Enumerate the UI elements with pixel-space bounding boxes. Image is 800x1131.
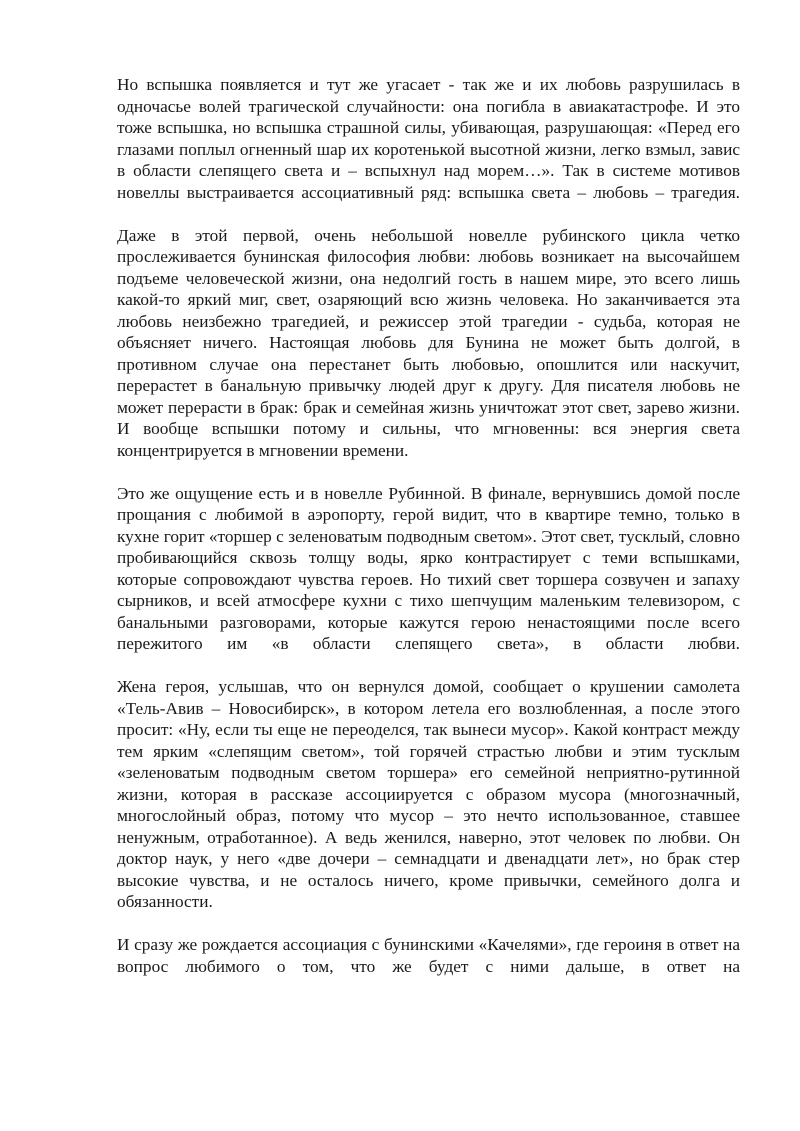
paragraph-3: Это же ощущение есть и в новелле Рубинной. В финале, вернувшись домой после прощания с любимой в аэропорту, герой видит, что в квартире темно, только в кухне горит «торшер с зеленоватым подводным светом». Этот свет, тусклый, словно пробивающийся сквозь толщу воды, ярко контрастирует с теми вспышками, которые сопровождают чувства героев. Но тихий свет торшера созвучен и запаху сырников, и всей атмосфере кухни с тихо шепчущим маленьким телевизором, с банальными разговорами, которые кажутся герою ненастоящими после всего пережитого им «в области слепящего света», в области любви. <box>117 483 740 653</box>
document-body <box>117 74 740 999</box>
paragraph-2: Даже в этой первой, очень небольшой новелле рубинского цикла четко прослеживается бунинская философия любви: любовь возникает на высочайшем подъеме человеческой жизни, она недолгий гость в нашем мире, это всего лишь какой-то яркий миг, свет, озаряющий всю жизнь человека. Но заканчивается эта любовь неизбежно трагедией, и режиссер этой трагедии - судьба, которая не объясняет ничего. Настоящая любовь для Бунина не может быть долгой, в противном случае она перестанет быть любовью, опошлится или наскучит, перерастет в банальную привычку людей друг к другу. Для писателя любовь не может перерасти в брак: брак и семейная жизнь уничтожат этот свет, зарево жизни. И вообще вспышки потому и сильны, что мгновенны: вся энергия света концентрируется в мгновении времени. <box>117 225 740 460</box>
paragraph-5: И сразу же рождается ассоциация с бунинскими «Качелями», где героиня в ответ на вопрос любимого о том, что же будет с ними дальше, в ответ на <box>117 935 740 976</box>
paragraph-4: Жена героя, услышав, что он вернулся домой, сообщает о крушении самолета «Тель-Авив – Новосибирск», в котором летела его возлюбленная, а после этого просит: «Ну, если ты еще не переоделся, так вынеси мусор». Какой контраст между тем ярким «слепящим светом», той горячей страстью любви и этим тусклым «зеленоватым подводным светом торшера» его семейной неприятно-рутинной жизни, которая в рассказе ассоциируется с образом мусора (многозначный, многослойный образ, потому что мусор – это нечто использованное, ставшее ненужным, отработанное). А ведь женился, наверно, этот человек по любви. Он доктор наук, у него «две дочери – семнадцати и двенадцати лет», но брак стер высокие чувства, и не осталось ничего, кроме привычки, семейного долга и обязанности. <box>117 677 740 911</box>
paragraph-1: Но вспышка появляется и тут же угасает - так же и их любовь разрушилась в одночасье волей трагической случайности: она погибла в авиакатастрофе. И это тоже вспышка, но вспышка страшной силы, убивающая, разрушающая: «Перед его глазами поплыл огненный шар их коротенькой высотной жизни, легко взмыл, завис в области слепящего света и – вспыхнул над морем…». Так в системе мотивов новеллы выстраивается ассоциативный ряд: вспышка света – любовь – трагедия. <box>117 75 740 202</box>
